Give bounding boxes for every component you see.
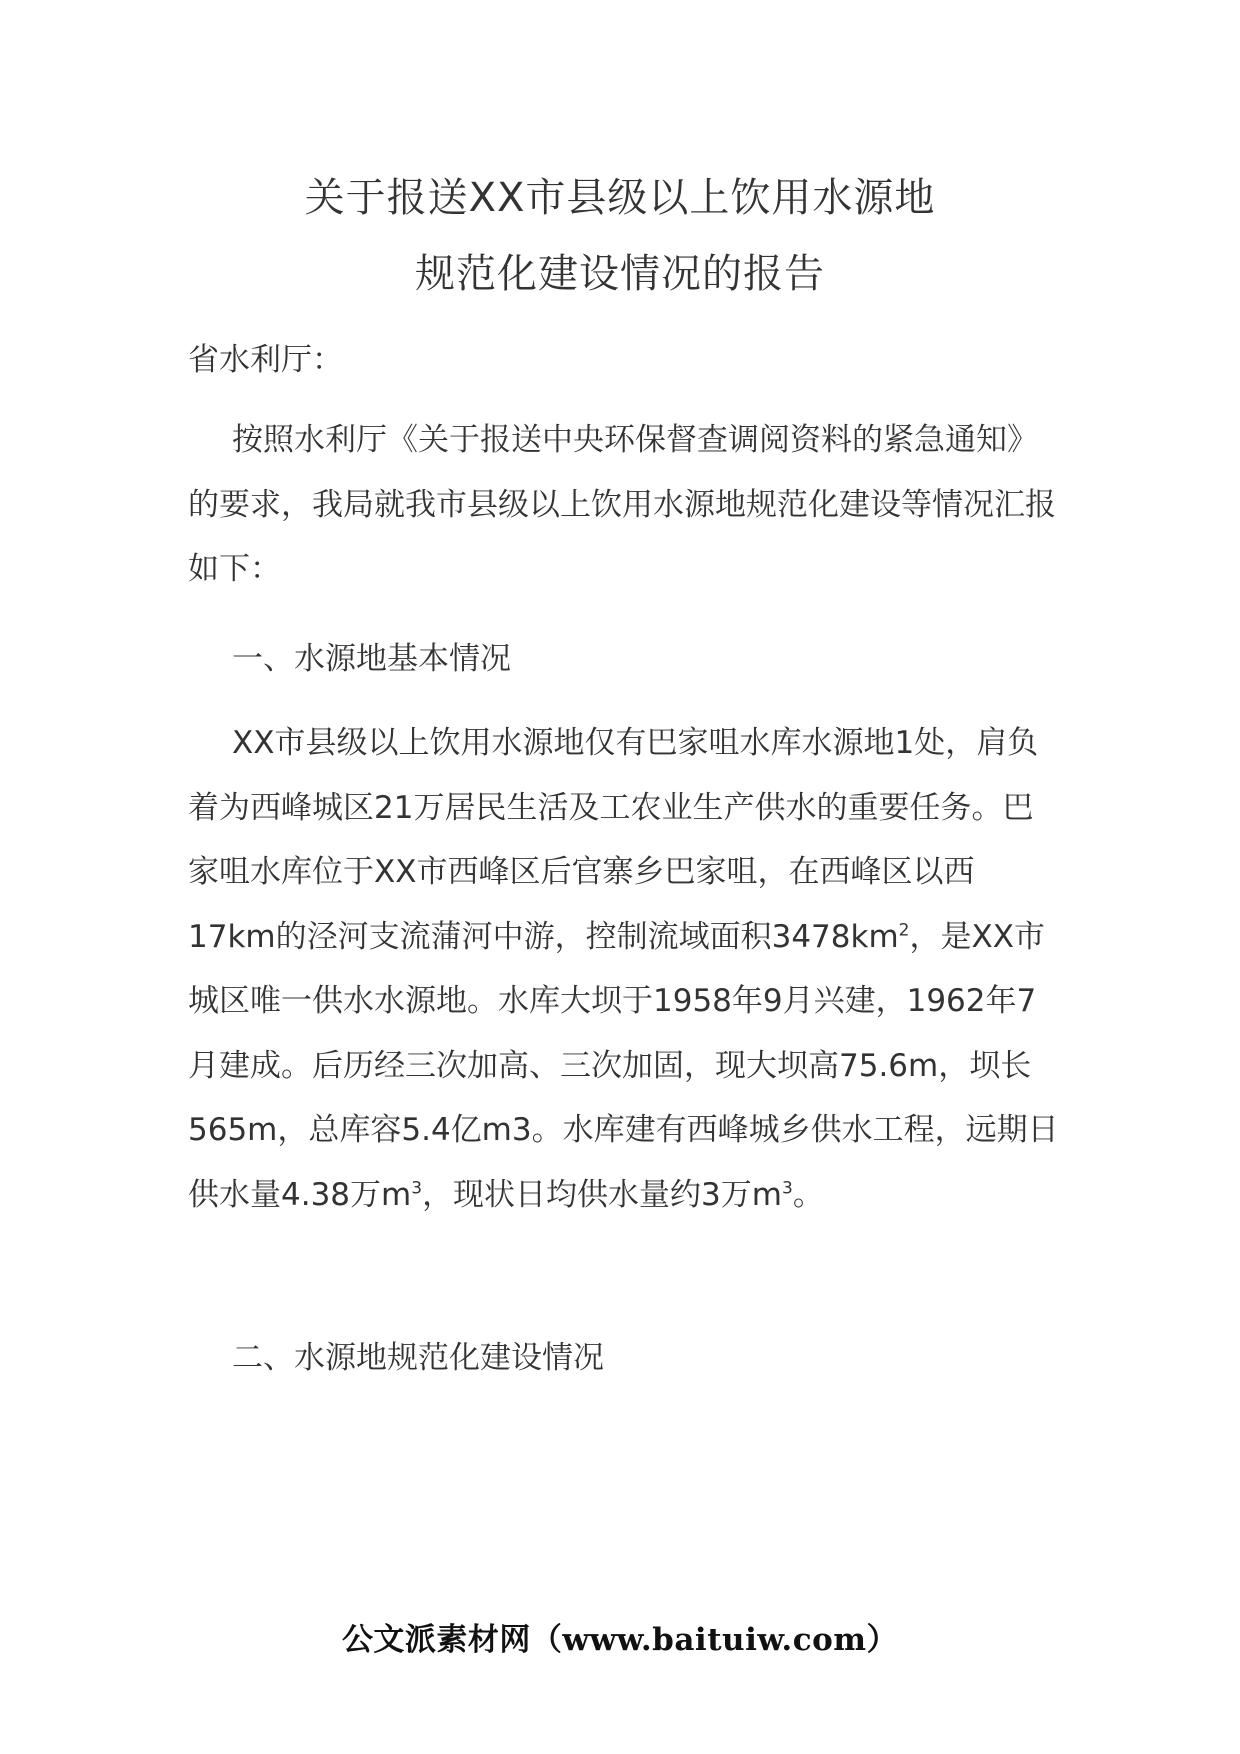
section-1-text-2: ，是XX市城区唯一供水水源地。水库大坝于1958年9月兴建，1962年7月建成。后历经三次加高、三次加固，现大坝高75.6m，坝长565m，总库容5.4亿m3。水库建有西峰城乡供水工程，远期日供水量4.38万m — [188, 918, 1059, 1213]
footer-source: 公文派素材网（www.baituiw.com） — [341, 1622, 899, 1658]
section-1-heading: 一、水源地基本情况 — [232, 641, 511, 677]
intro-paragraph: 按照水利厅《关于报送中央环保督查调阅资料的紧急通知》的要求，我局就我市县级以上饮用水源地规范化建设等情况汇报如下： — [188, 422, 1056, 587]
section-2-heading: 二、水源地规范化建设情况 — [232, 1340, 604, 1376]
document-title-line-1: 关于报送XX市县级以上饮用水源地 — [304, 175, 936, 221]
section-1-text-1: XX市县级以上饮用水源地仅有巴家咀水库水源地1处，肩负着为西峰城区21万居民生活及工农业生产供水的重要任务。巴家咀水库位于XX市西峰区后官寨乡巴家咀，在西峰区以西17km的泾河支流蒲河中游，控制流域面积3478km — [188, 725, 1039, 955]
section-1-text-3: ，现状日均供水量约3万m — [422, 1176, 782, 1213]
superscript-volume-unit-2: 3 — [781, 1178, 793, 1199]
superscript-area-unit: 2 — [898, 920, 910, 941]
section-1-paragraph — [188, 711, 1060, 1227]
salutation: 省水利厅： — [188, 342, 343, 378]
superscript-volume-unit-1: 3 — [411, 1178, 423, 1199]
document-title-line-2: 规范化建设情况的报告 — [415, 251, 825, 297]
section-1-text-4: 。 — [792, 1176, 824, 1213]
